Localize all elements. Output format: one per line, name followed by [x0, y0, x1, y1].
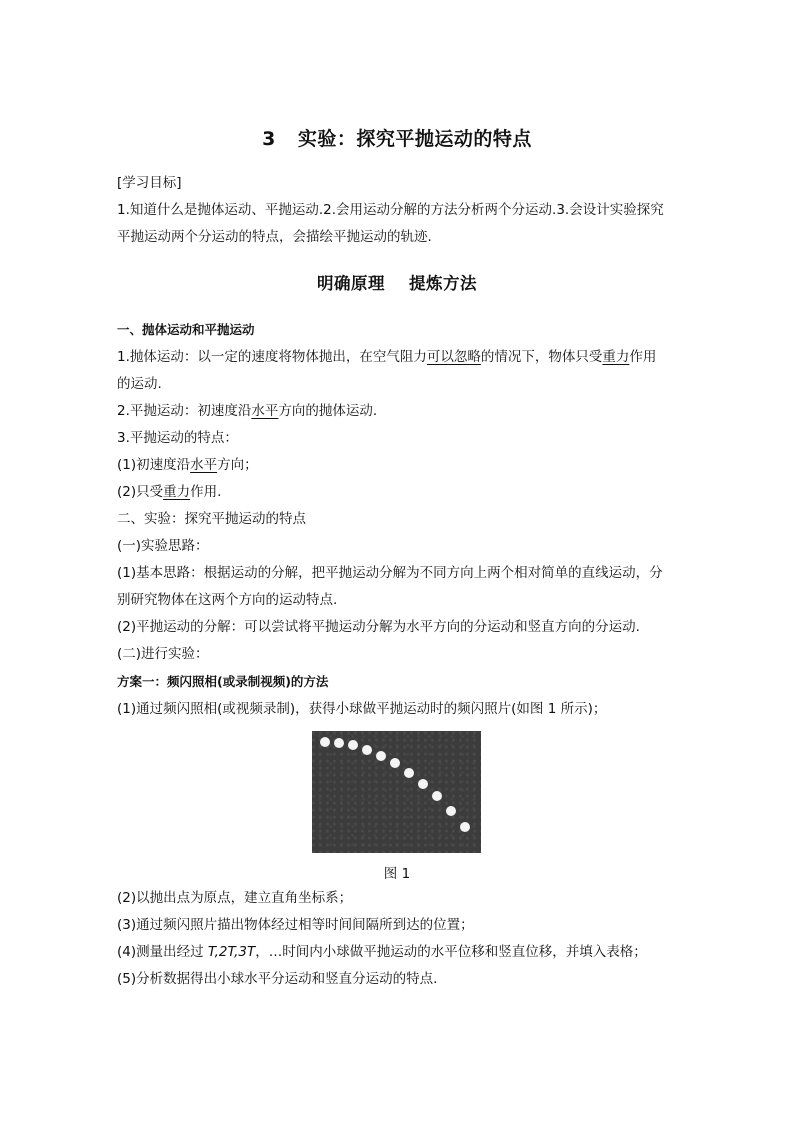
item-3-2-text-a: (2)只受 — [117, 484, 164, 500]
conduct-experiment: (二)进行实验： — [117, 646, 209, 662]
item-1-continuation: 的运动. — [117, 376, 162, 392]
item-2-text-b: 方向的抛体运动. — [278, 403, 378, 419]
section-heading — [0, 270, 794, 294]
chapter-title: 实验：探究平抛运动的特点 — [297, 128, 532, 150]
item-3-2-underline: 重力 — [163, 484, 191, 500]
strobe-ball — [348, 740, 358, 750]
plan-one-heading: 方案一：频闪照相(或录制视频)的方法 — [117, 674, 329, 689]
idea-1-line-2: 别研究物体在这两个方向的运动特点. — [117, 592, 338, 608]
step-2: (2)以抛出点为原点，建立直角坐标系； — [117, 890, 353, 906]
strobe-ball — [404, 768, 414, 778]
step-4-times: T,2T,3T — [207, 944, 256, 960]
item-3-1-underline: 水平 — [190, 457, 218, 473]
item-1-underline-1: 可以忽略 — [426, 349, 481, 365]
objectives-line-1: 1.知道什么是抛体运动、平抛运动.2.会用运动分解的方法分析两个分运动.3.会设计实验探究 — [117, 202, 664, 218]
strobe-ball — [320, 737, 330, 747]
strobe-ball — [390, 758, 400, 768]
strobe-ball — [334, 738, 344, 748]
item-1-text-c: 作用 — [629, 349, 657, 365]
section-heading-part-2: 提炼方法 — [409, 274, 477, 293]
item-1-underline-2: 重力 — [602, 349, 630, 365]
item-3: 3.平抛运动的特点： — [117, 430, 238, 446]
step-5: (5)分析数据得出小球水平分运动和竖直分运动的特点. — [117, 971, 438, 987]
objectives-line-2: 平抛运动两个分运动的特点，会描绘平抛运动的轨迹. — [117, 229, 432, 245]
step-3: (3)通过频闪照片描出物体经过相等时间间隔所到达的位置； — [117, 917, 474, 933]
step-4 — [117, 941, 697, 963]
strobe-ball — [446, 806, 456, 816]
item-3-2-text-b: 作用. — [190, 484, 222, 500]
step-4-text-b: ，…时间内小球做平抛运动的水平位移和竖直位移，并填入表格； — [255, 944, 647, 960]
strobe-ball — [460, 822, 470, 832]
strobe-ball — [362, 745, 372, 755]
strobe-ball — [418, 779, 428, 789]
strobe-ball — [432, 791, 442, 801]
item-3-2 — [117, 481, 697, 503]
chapter-number: 3 — [262, 128, 276, 150]
item-2 — [117, 400, 697, 422]
page-title — [0, 124, 794, 151]
item-3-1-text-b: 方向； — [217, 457, 258, 473]
objectives-label: [学习目标] — [117, 175, 182, 191]
part-two-heading: 二、实验：探究平抛运动的特点 — [117, 511, 306, 527]
item-3-1 — [117, 454, 697, 476]
item-3-1-text-a: (1)初速度沿 — [117, 457, 191, 473]
section-heading-part-1: 明确原理 — [317, 274, 385, 293]
experiment-idea: (一)实验思路： — [117, 538, 209, 554]
step-1: (1)通过频闪照相(或视频录制)，获得小球做平抛运动时的频闪照片(如图 1 所示)； — [117, 701, 607, 717]
figure-caption: 图 1 — [383, 866, 411, 882]
item-1-text-a: 1.抛体运动：以一定的速度将物体抛出，在空气阻力 — [117, 349, 427, 365]
step-4-text-a: (4)测量出经过 — [117, 944, 208, 960]
item-2-text-a: 2.平抛运动：初速度沿 — [117, 403, 252, 419]
part-one-heading: 一、抛体运动和平抛运动 — [117, 322, 255, 337]
strobe-photo-figure — [312, 731, 481, 853]
strobe-ball — [376, 751, 386, 761]
item-1 — [117, 346, 697, 368]
item-2-underline: 水平 — [251, 403, 279, 419]
item-1-text-b: 的情况下，物体只受 — [480, 349, 603, 365]
idea-2: (2)平抛运动的分解：可以尝试将平抛运动分解为水平方向的分运动和竖直方向的分运动. — [117, 619, 640, 635]
idea-1-line-1: (1)基本思路：根据运动的分解，把平抛运动分解为不同方向上两个相对简单的直线运动，分 — [117, 565, 663, 581]
